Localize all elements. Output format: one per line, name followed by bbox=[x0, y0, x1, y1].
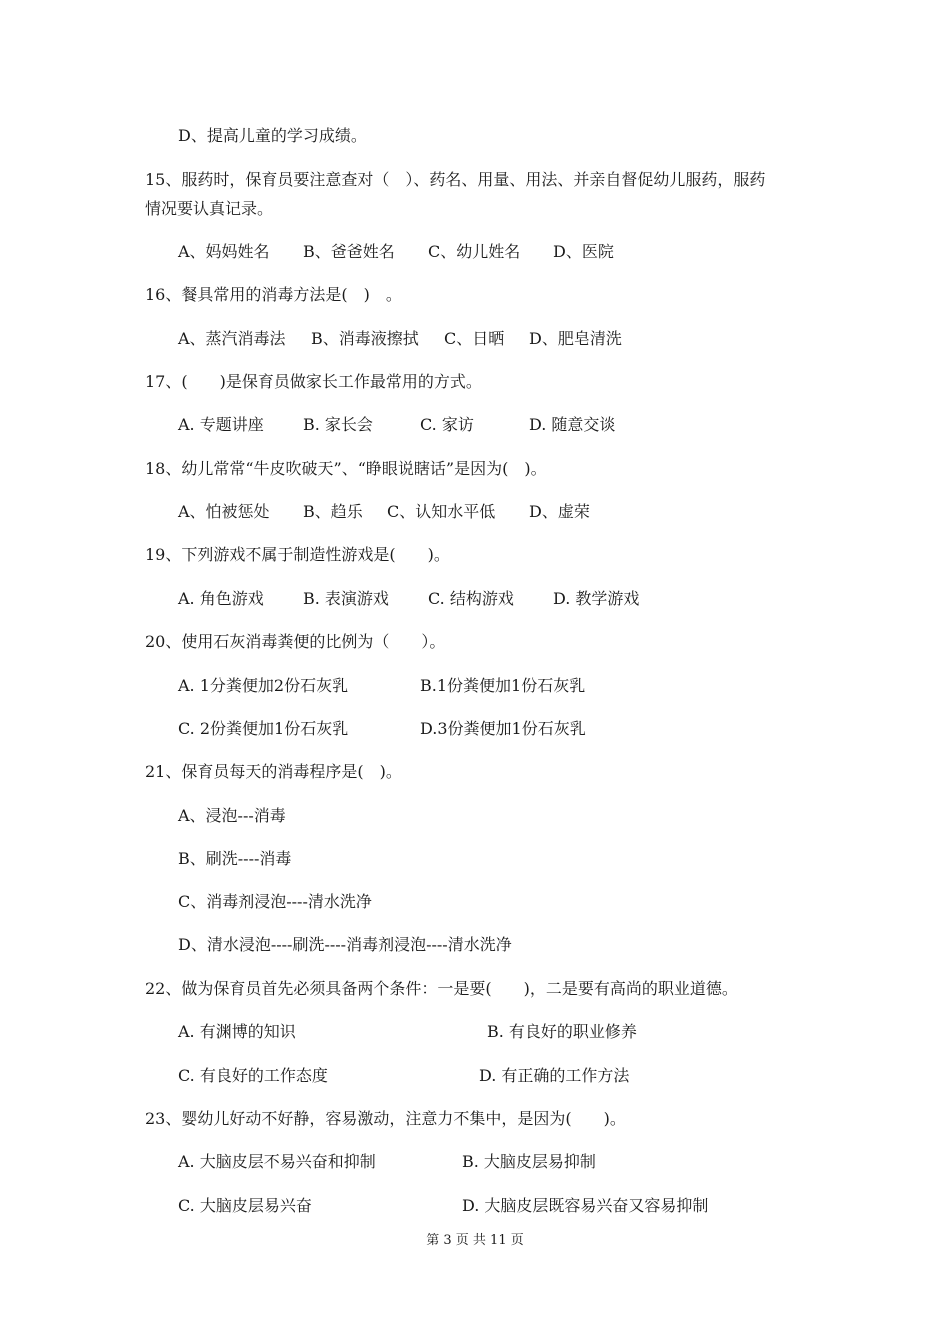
q15-option-b: B、爸爸姓名 bbox=[303, 242, 395, 261]
q18-option-b: B、趋乐 bbox=[303, 502, 363, 521]
q22-option-c: C. 有良好的工作态度 bbox=[178, 1066, 328, 1085]
q20-option-b: B.1份粪便加1份石灰乳 bbox=[420, 676, 586, 695]
q14-option-d: D、提高儿童的学习成绩。 bbox=[178, 126, 367, 145]
q19-option-d: D. 教学游戏 bbox=[553, 589, 640, 608]
q17-option-c: C. 家访 bbox=[420, 415, 474, 434]
q18-option-a: A、怕被惩处 bbox=[178, 502, 270, 521]
q20-stem: 20、使用石灰消毒粪便的比例为（ ）。 bbox=[145, 632, 446, 651]
q21-option-d: D、清水浸泡----刷洗----消毒剂浸泡----清水洗净 bbox=[178, 935, 512, 954]
q23-stem: 23、婴幼儿好动不好静，容易激动，注意力不集中，是因为( )。 bbox=[145, 1109, 626, 1128]
q19-option-c: C. 结构游戏 bbox=[428, 589, 514, 608]
q22-option-a: A. 有渊博的知识 bbox=[178, 1022, 296, 1041]
q15-option-c: C、幼儿姓名 bbox=[428, 242, 521, 261]
q20-option-d: D.3份粪便加1份石灰乳 bbox=[420, 719, 586, 738]
q22-stem: 22、做为保育员首先必须具备两个条件：一是要( )，二是要有高尚的职业道德。 bbox=[145, 979, 738, 998]
q21-stem: 21、保育员每天的消毒程序是( )。 bbox=[145, 762, 402, 781]
q17-option-b: B. 家长会 bbox=[303, 415, 373, 434]
q17-option-d: D. 随意交谈 bbox=[529, 415, 616, 434]
q23-option-c: C. 大脑皮层易兴奋 bbox=[178, 1196, 312, 1215]
q15-option-d: D、医院 bbox=[553, 242, 614, 261]
q15-stem-line2: 情况要认真记录。 bbox=[145, 199, 274, 218]
q16-stem: 16、餐具常用的消毒方法是( ) 。 bbox=[145, 285, 402, 304]
q21-option-a: A、浸泡---消毒 bbox=[178, 806, 286, 825]
q18-option-d: D、虚荣 bbox=[529, 502, 590, 521]
q15-stem-line1: 15、服药时，保育员要注意查对（ ）、药名、用量、用法、并亲自督促幼儿服药，服药 bbox=[145, 170, 766, 189]
q19-option-b: B. 表演游戏 bbox=[303, 589, 389, 608]
q23-option-a: A. 大脑皮层不易兴奋和抑制 bbox=[178, 1152, 376, 1171]
q16-option-d: D、肥皂清洗 bbox=[529, 329, 622, 348]
q16-option-b: B、消毒液擦拭 bbox=[311, 329, 419, 348]
q20-option-c: C. 2份粪便加1份石灰乳 bbox=[178, 719, 349, 738]
q16-option-c: C、日晒 bbox=[444, 329, 505, 348]
q17-option-a: A. 专题讲座 bbox=[178, 415, 264, 434]
page-footer: 第 3 页 共 11 页 bbox=[426, 1233, 524, 1248]
q18-option-c: C、认知水平低 bbox=[387, 502, 496, 521]
q23-option-b: B. 大脑皮层易抑制 bbox=[462, 1152, 596, 1171]
q17-stem: 17、( )是保育员做家长工作最常用的方式。 bbox=[145, 372, 482, 391]
q21-option-b: B、刷洗----消毒 bbox=[178, 849, 292, 868]
q23-option-d: D. 大脑皮层既容易兴奋又容易抑制 bbox=[462, 1196, 709, 1215]
q18-stem: 18、幼儿常常“牛皮吹破天”、“睁眼说瞎话”是因为( )。 bbox=[145, 459, 547, 478]
q19-stem: 19、下列游戏不属于制造性游戏是( )。 bbox=[145, 545, 450, 564]
q20-option-a: A. 1分粪便加2份石灰乳 bbox=[178, 676, 349, 695]
q21-option-c: C、消毒剂浸泡----清水洗净 bbox=[178, 892, 372, 911]
q22-option-d: D. 有正确的工作方法 bbox=[479, 1066, 630, 1085]
q19-option-a: A. 角色游戏 bbox=[178, 589, 264, 608]
q16-option-a: A、蒸汽消毒法 bbox=[178, 329, 286, 348]
q15-option-a: A、妈妈姓名 bbox=[178, 242, 270, 261]
q22-option-b: B. 有良好的职业修养 bbox=[487, 1022, 637, 1041]
